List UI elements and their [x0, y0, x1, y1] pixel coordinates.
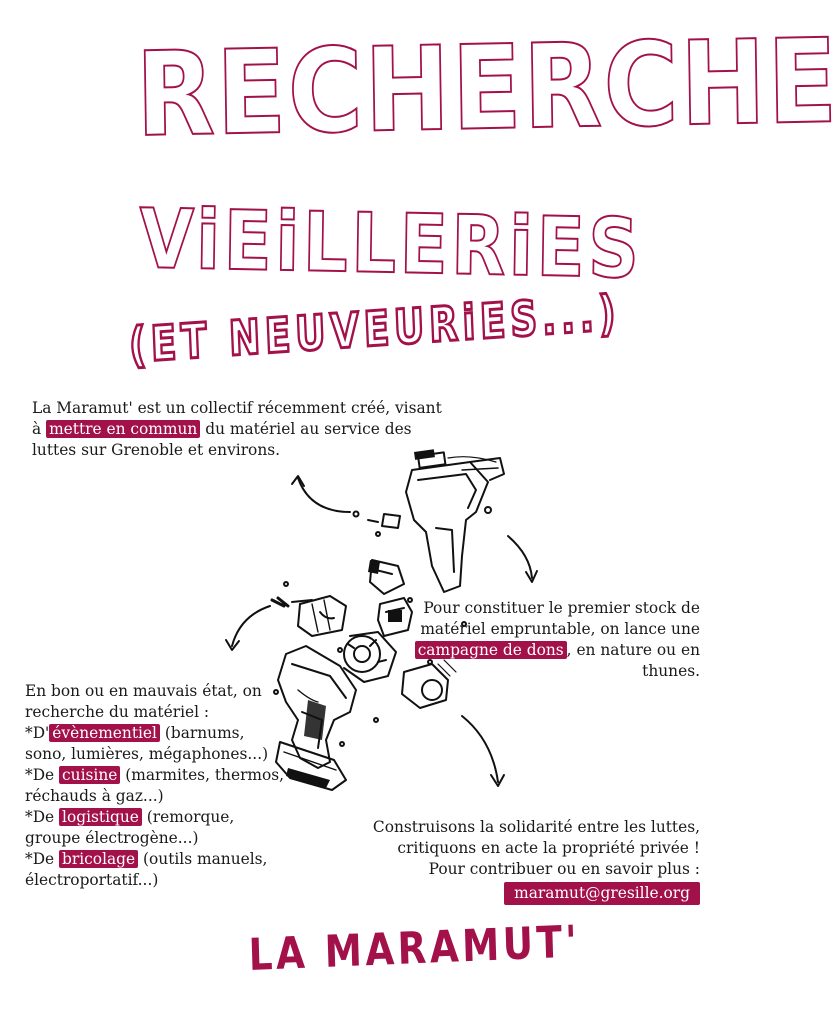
list-item: [25, 807, 285, 849]
list-item-text: (barnums, sono, lumières, mégaphones...): [25, 724, 269, 763]
list-item-text: (outils manuels, électroportatif...): [25, 850, 268, 889]
intro-text-after: du matériel au service des luttes sur Grenoble et environs.: [32, 420, 412, 459]
list-item-prefix: *De: [25, 766, 60, 784]
list-item-highlight: bricolage: [59, 850, 138, 868]
solidarity-line-1: Construisons la solidarité entre les luttes,: [372, 818, 700, 836]
solidarity-line-2: critiquons en acte la propriété privée !: [397, 839, 700, 857]
list-item-text: (marmites, thermos, réchauds à gaz...): [25, 766, 285, 805]
intro-paragraph: [32, 398, 442, 461]
poster-title: RECHERCHE: [135, 14, 840, 163]
solidarity-line-3: Pour contribuer ou en savoir plus :: [428, 860, 700, 878]
collective-signature: LA MARAMUT': [248, 916, 581, 981]
list-item: [25, 723, 285, 765]
wanted-list: [25, 681, 285, 891]
list-item-highlight: logistique: [59, 808, 142, 826]
list-item-highlight: évènementiel: [49, 724, 160, 742]
donations-text-after: , en nature ou en thunes.: [566, 641, 700, 680]
wanted-list-intro: En bon ou en mauvais état, on recherche du matériel :: [25, 682, 262, 721]
list-item: [25, 765, 285, 807]
donations-highlight: campagne de dons: [415, 641, 567, 659]
contact-email[interactable]: maramut@gresille.org: [504, 882, 700, 905]
poster-subtitle: ViEiLLERiES: [138, 192, 644, 298]
list-item-prefix: *D': [25, 724, 50, 742]
poster-parenthetical: (ET NEUVEURiES...): [128, 285, 622, 374]
list-item: [25, 849, 285, 891]
donations-text-before: Pour constituer le premier stock de matériel empruntable, on lance une: [420, 599, 700, 638]
list-item-prefix: *De: [25, 850, 60, 868]
intro-text-before: La Maramut' est un collectif récemment créé, visant à: [32, 399, 442, 438]
solidarity-paragraph: [280, 817, 700, 905]
list-item-text: (remorque, groupe électrogène...): [25, 808, 235, 847]
list-item-prefix: *De: [25, 808, 60, 826]
list-item-highlight: cuisine: [59, 766, 120, 784]
intro-highlight: mettre en commun: [46, 420, 200, 438]
donations-paragraph: [380, 598, 700, 682]
